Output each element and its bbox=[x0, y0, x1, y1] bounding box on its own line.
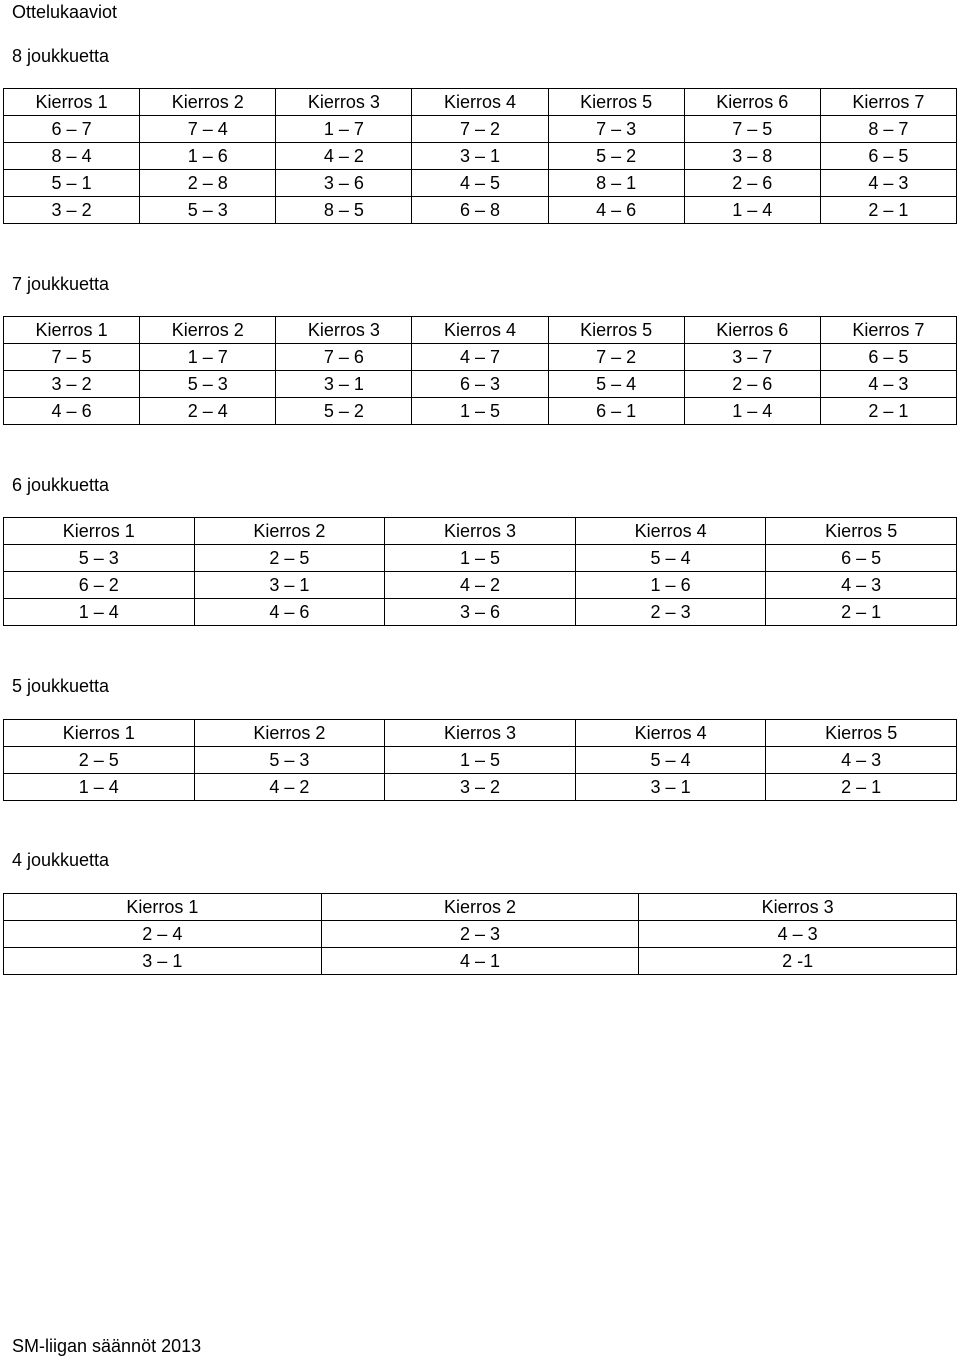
match-cell: 5 – 1 bbox=[4, 170, 140, 197]
match-cell: 3 – 6 bbox=[385, 599, 576, 626]
match-cell: 5 – 3 bbox=[140, 371, 276, 398]
match-cell: 2 – 1 bbox=[820, 398, 956, 425]
match-cell: 2 – 8 bbox=[140, 170, 276, 197]
table-row bbox=[4, 948, 957, 975]
match-cell: 1 – 5 bbox=[385, 747, 576, 774]
table-row bbox=[4, 371, 957, 398]
match-cell: 1 – 5 bbox=[412, 398, 548, 425]
match-cell: 3 – 1 bbox=[412, 143, 548, 170]
match-cell: 7 – 3 bbox=[548, 116, 684, 143]
match-cell: 1 – 7 bbox=[276, 116, 412, 143]
match-cell: 4 – 6 bbox=[548, 197, 684, 224]
match-cell: 4 – 2 bbox=[276, 143, 412, 170]
match-cell: 4 – 5 bbox=[412, 170, 548, 197]
match-cell: 4 – 3 bbox=[639, 921, 957, 948]
match-cell: 6 – 3 bbox=[412, 371, 548, 398]
match-cell: 3 – 2 bbox=[4, 197, 140, 224]
match-cell: 3 – 1 bbox=[194, 572, 385, 599]
column-header: Kierros 6 bbox=[684, 317, 820, 344]
column-header: Kierros 2 bbox=[140, 317, 276, 344]
section-title-6-teams: 6 joukkuetta bbox=[12, 475, 110, 495]
column-header: Kierros 7 bbox=[820, 317, 956, 344]
match-cell: 2 – 5 bbox=[194, 545, 385, 572]
match-cell: 2 – 3 bbox=[575, 599, 766, 626]
match-cell: 6 – 7 bbox=[4, 116, 140, 143]
schedule-table-6-teams bbox=[3, 517, 957, 626]
column-header: Kierros 1 bbox=[4, 894, 322, 921]
match-cell: 7 – 2 bbox=[548, 344, 684, 371]
match-cell: 7 – 2 bbox=[412, 116, 548, 143]
table-row bbox=[4, 143, 957, 170]
match-cell: 1 – 4 bbox=[684, 197, 820, 224]
match-cell: 4 – 3 bbox=[820, 371, 956, 398]
page-footer: SM-liigan säännöt 2013 bbox=[12, 1336, 202, 1356]
match-cell: 5 – 3 bbox=[140, 197, 276, 224]
section-title-5-teams: 5 joukkuetta bbox=[12, 676, 110, 696]
table-row bbox=[4, 197, 957, 224]
match-cell: 8 – 1 bbox=[548, 170, 684, 197]
match-cell: 4 – 2 bbox=[194, 774, 385, 801]
match-cell: 4 – 2 bbox=[385, 572, 576, 599]
match-cell: 4 – 3 bbox=[766, 747, 957, 774]
match-cell: 2 – 5 bbox=[4, 747, 195, 774]
table-header-row bbox=[4, 317, 957, 344]
match-cell: 2 – 3 bbox=[321, 921, 639, 948]
table-row bbox=[4, 572, 957, 599]
column-header: Kierros 1 bbox=[4, 317, 140, 344]
match-cell: 7 – 5 bbox=[4, 344, 140, 371]
table-row bbox=[4, 344, 957, 371]
table-row bbox=[4, 170, 957, 197]
match-cell: 5 – 3 bbox=[4, 545, 195, 572]
match-cell: 2 – 1 bbox=[766, 774, 957, 801]
match-cell: 3 – 1 bbox=[4, 948, 322, 975]
column-header: Kierros 4 bbox=[575, 720, 766, 747]
column-header: Kierros 5 bbox=[766, 518, 957, 545]
match-cell: 5 – 3 bbox=[194, 747, 385, 774]
column-header: Kierros 3 bbox=[639, 894, 957, 921]
match-cell: 2 -1 bbox=[639, 948, 957, 975]
section-title-4-teams: 4 joukkuetta bbox=[12, 850, 110, 870]
column-header: Kierros 4 bbox=[412, 89, 548, 116]
page-title: Ottelukaaviot bbox=[12, 2, 118, 22]
match-cell: 2 – 4 bbox=[140, 398, 276, 425]
match-cell: 5 – 2 bbox=[548, 143, 684, 170]
table-header-row bbox=[4, 89, 957, 116]
schedule-table-7-teams bbox=[3, 316, 957, 425]
match-cell: 7 – 5 bbox=[684, 116, 820, 143]
table-header-row bbox=[4, 720, 957, 747]
table-header-row bbox=[4, 894, 957, 921]
schedule-table-8-teams bbox=[3, 88, 957, 224]
table-row bbox=[4, 599, 957, 626]
column-header: Kierros 7 bbox=[820, 89, 956, 116]
column-header: Kierros 2 bbox=[140, 89, 276, 116]
match-cell: 6 – 2 bbox=[4, 572, 195, 599]
column-header: Kierros 3 bbox=[276, 317, 412, 344]
column-header: Kierros 5 bbox=[548, 317, 684, 344]
table-row bbox=[4, 398, 957, 425]
match-cell: 4 – 3 bbox=[766, 572, 957, 599]
section-title-7-teams: 7 joukkuetta bbox=[12, 274, 110, 294]
match-cell: 2 – 6 bbox=[684, 371, 820, 398]
match-cell: 1 – 6 bbox=[575, 572, 766, 599]
match-cell: 1 – 6 bbox=[140, 143, 276, 170]
match-cell: 1 – 4 bbox=[4, 599, 195, 626]
column-header: Kierros 1 bbox=[4, 720, 195, 747]
match-cell: 8 – 4 bbox=[4, 143, 140, 170]
match-cell: 5 – 2 bbox=[276, 398, 412, 425]
column-header: Kierros 3 bbox=[385, 720, 576, 747]
schedule-table-4-teams bbox=[3, 893, 957, 975]
column-header: Kierros 4 bbox=[575, 518, 766, 545]
match-cell: 7 – 4 bbox=[140, 116, 276, 143]
match-cell: 8 – 7 bbox=[820, 116, 956, 143]
match-cell: 5 – 4 bbox=[575, 747, 766, 774]
match-cell: 1 – 7 bbox=[140, 344, 276, 371]
match-cell: 3 – 2 bbox=[385, 774, 576, 801]
table-row bbox=[4, 116, 957, 143]
column-header: Kierros 3 bbox=[385, 518, 576, 545]
match-cell: 6 – 5 bbox=[820, 344, 956, 371]
match-cell: 3 – 2 bbox=[4, 371, 140, 398]
table-row bbox=[4, 921, 957, 948]
column-header: Kierros 2 bbox=[321, 894, 639, 921]
match-cell: 2 – 1 bbox=[820, 197, 956, 224]
match-cell: 7 – 6 bbox=[276, 344, 412, 371]
column-header: Kierros 3 bbox=[276, 89, 412, 116]
column-header: Kierros 6 bbox=[684, 89, 820, 116]
match-cell: 1 – 5 bbox=[385, 545, 576, 572]
match-cell: 8 – 5 bbox=[276, 197, 412, 224]
match-cell: 6 – 5 bbox=[766, 545, 957, 572]
match-cell: 5 – 4 bbox=[548, 371, 684, 398]
column-header: Kierros 5 bbox=[548, 89, 684, 116]
match-cell: 1 – 4 bbox=[684, 398, 820, 425]
section-title-8-teams: 8 joukkuetta bbox=[12, 46, 110, 66]
match-cell: 3 – 7 bbox=[684, 344, 820, 371]
table-row bbox=[4, 747, 957, 774]
match-cell: 6 – 5 bbox=[820, 143, 956, 170]
match-cell: 4 – 3 bbox=[820, 170, 956, 197]
match-cell: 6 – 1 bbox=[548, 398, 684, 425]
match-cell: 4 – 6 bbox=[194, 599, 385, 626]
match-cell: 3 – 1 bbox=[276, 371, 412, 398]
column-header: Kierros 1 bbox=[4, 518, 195, 545]
schedule-table-5-teams bbox=[3, 719, 957, 801]
table-header-row bbox=[4, 518, 957, 545]
match-cell: 5 – 4 bbox=[575, 545, 766, 572]
match-cell: 4 – 6 bbox=[4, 398, 140, 425]
match-cell: 3 – 8 bbox=[684, 143, 820, 170]
match-cell: 3 – 1 bbox=[575, 774, 766, 801]
column-header: Kierros 5 bbox=[766, 720, 957, 747]
match-cell: 3 – 6 bbox=[276, 170, 412, 197]
column-header: Kierros 1 bbox=[4, 89, 140, 116]
match-cell: 1 – 4 bbox=[4, 774, 195, 801]
match-cell: 4 – 7 bbox=[412, 344, 548, 371]
column-header: Kierros 4 bbox=[412, 317, 548, 344]
table-row bbox=[4, 545, 957, 572]
match-cell: 2 – 6 bbox=[684, 170, 820, 197]
column-header: Kierros 2 bbox=[194, 720, 385, 747]
match-cell: 2 – 1 bbox=[766, 599, 957, 626]
match-cell: 6 – 8 bbox=[412, 197, 548, 224]
table-row bbox=[4, 774, 957, 801]
match-cell: 2 – 4 bbox=[4, 921, 322, 948]
match-cell: 4 – 1 bbox=[321, 948, 639, 975]
column-header: Kierros 2 bbox=[194, 518, 385, 545]
